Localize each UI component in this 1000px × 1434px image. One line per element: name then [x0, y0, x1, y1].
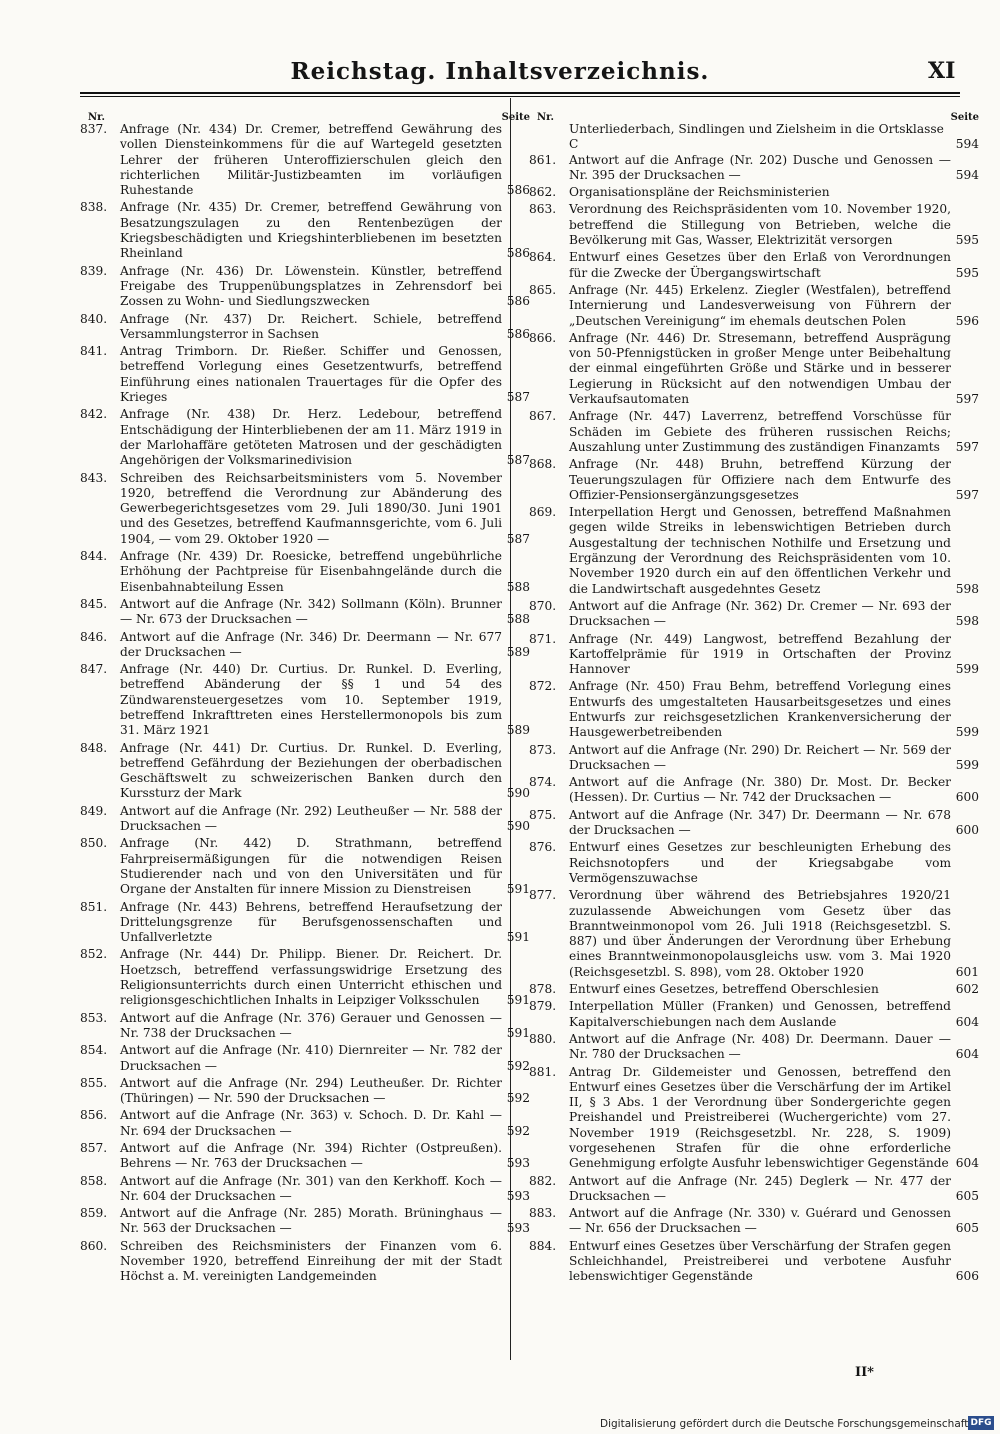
entry-page: 597 [955, 439, 979, 454]
entry-number: 851. [80, 899, 108, 914]
toc-entry [80, 344, 530, 405]
entry-number: 857. [80, 1141, 108, 1155]
continuation-page: 594 [955, 137, 979, 152]
toc-entry [80, 803, 530, 835]
right-column-header [535, 100, 979, 123]
entry-page: 592 [506, 1091, 530, 1106]
entry-number: 875. [529, 807, 557, 822]
entry-page: 591 [506, 993, 530, 1008]
entry-page: 593 [506, 1156, 530, 1171]
entry-text: Interpellation Hergt und Genossen, betreffend Maßnahmen gegen wilde Streiks in lebenswichtigen Betrieben durch Ausgestaltung der technischen Nothilfe und Ersetzung und Ergänzung der Verordnung des Reichspräsidenten vom 10. November 1920 durch ein auf den öffentlichen Verkehr und die Landwirtschaft ausgedehntes Gesetz [569, 505, 951, 596]
entry-text: Anfrage (Nr. 434) Dr. Cremer, betreffend Gewährung des vollen Diensteinkommens für die auf Wartegeld gesetzten Lehrer der früheren Unteroffizierschulen gleich den richterlichen Militär-Justizbeamten im vorläufigen Ruhestande [120, 122, 502, 198]
entry-text: Antwort auf die Anfrage (Nr. 363) v. Schoch. D. Dr. Kahl — Nr. 694 der Drucksachen — [120, 1108, 502, 1138]
entry-number: 847. [80, 662, 108, 677]
entry-text: Anfrage (Nr. 435) Dr. Cremer, betreffend Gewährung von Besatzungszulagen zu den Rentenbezügen der Kriegsbeschädigten und Kriegshinterbliebenen im besetzten Rheinland [120, 200, 502, 261]
entry-number: 858. [80, 1173, 108, 1188]
toc-entry [529, 185, 951, 200]
entry-page: 601 [955, 964, 979, 979]
toc-entry [529, 1064, 979, 1172]
entry-text: Schreiben des Reichsarbeitsministers vom 5. November 1920, betreffend die Verordnung zur Abänderung des Gewerbegerichtsgesetzes vom 29. Juli 1890/30. Juni 1901 und des Gesetzes, betreffend Kaufmannsgerichte, vom 6. Juli 1904, — vom 29. Oktober 1920 — [120, 470, 502, 546]
toc-entry [529, 330, 979, 407]
toc-entry [80, 1010, 530, 1042]
toc-entry [529, 505, 979, 597]
header-rule [80, 92, 960, 97]
toc-entry [80, 947, 530, 1008]
entry-text: Antwort auf die Anfrage (Nr. 408) Dr. Deermann. Dauer — Nr. 780 der Drucksachen — [569, 1031, 951, 1062]
footer-credit: Digitalisierung gefördert durch die Deutsche Forschungsgemeinschaft [600, 1418, 969, 1430]
toc-entry [80, 1141, 530, 1172]
entry-page: 604 [955, 1047, 979, 1062]
entry-text: Antrag Trimborn. Dr. Rießer. Schiffer und Genossen, betreffend Vorlegung eines Gesetzentwurfs, betreffend Einführung eines nationalen Trauertages für die Opfer des Krieges [120, 344, 502, 405]
toc-entry [529, 1031, 979, 1063]
toc-entry [529, 152, 979, 184]
toc-entry [80, 836, 530, 897]
entry-text: Anfrage (Nr. 438) Dr. Herz. Ledebour, betreffend Entschädigung der Hinterbliebenen der am 11. März 1919 in der Marlohaffäre getöteten Matrosen und der geschädigten Angehörigen der Volksmarinedivision [120, 407, 502, 468]
toc-entry [529, 598, 979, 630]
entry-text: Anfrage (Nr. 447) Laverrenz, betreffend Vorschüsse für Schäden im Gebiete des früheren russischen Reichs; Auszahlung unter Zustimmung des zuständigen Finanzamts [569, 409, 951, 454]
entry-page: 597 [955, 392, 979, 407]
toc-entry [80, 200, 530, 261]
entry-page: 604 [955, 1014, 979, 1029]
entry-number: 840. [80, 311, 108, 326]
entry-text: Entwurf eines Gesetzes, betreffend Oberschlesien [569, 982, 879, 997]
toc-entry [80, 122, 530, 198]
entry-text: Anfrage (Nr. 449) Langwost, betreffend Bezahlung der Kartoffelprämie für 1919 in Ortschaften der Provinz Hannover [569, 631, 951, 677]
toc-entry [529, 202, 979, 248]
entry-text: Anfrage (Nr. 440) Dr. Curtius. Dr. Runkel. D. Everling, betreffend Abänderung der §§ 1 und 54 des Zündwarensteuergesetzes vom 10. September 1919, betreffend Inkrafttreten eines Herstellermonopols bis zum 31. März 1921 [120, 662, 502, 738]
toc-entry [529, 775, 979, 806]
entry-number: 862. [529, 185, 557, 200]
entry-text: Antwort auf die Anfrage (Nr. 394) Richter (Ostpreußen). Behrens — Nr. 763 der Drucksachen — [120, 1141, 502, 1171]
entry-page: 599 [955, 662, 979, 677]
entry-text: Antwort auf die Anfrage (Nr. 290) Dr. Reichert — Nr. 569 der Drucksachen — [569, 742, 951, 772]
entry-text: Antrag Dr. Gildemeister und Genossen, betreffend den Entwurf eines Gesetzes über die Verschärfung der im Artikel II, § 3 Abs. 1 der Verordnung über Sondergerichte gegen Preishandel und Preistreiberei (Wuchergerichte) vom 27. November 1919 (Reichsgesetzbl. Nr. 228, S. 1909) vorgesehenen Strafen für die ohne erforderliche Genehmigung erfolgte Ausfuhr lebenswichtiger Gegenstände [569, 1064, 951, 1171]
page-number: XI [928, 58, 956, 84]
entry-text: Antwort auf die Anfrage (Nr. 245) Deglerk — Nr. 477 der Drucksachen — [569, 1173, 951, 1203]
entry-page: 586 [506, 326, 530, 341]
toc-entry [529, 982, 979, 997]
toc-entry [80, 263, 530, 310]
entry-number: 863. [529, 202, 557, 217]
entry-text: Entwurf eines Gesetzes über den Erlaß von Verordnungen für die Zwecke der Übergangswirtschaft [569, 250, 951, 280]
dfg-logo: DFG [968, 1416, 994, 1430]
toc-entry [529, 282, 979, 329]
entry-page: 593 [506, 1221, 530, 1236]
entry-number: 867. [529, 409, 557, 424]
entry-text: Antwort auf die Anfrage (Nr. 362) Dr. Cremer — Nr. 693 der Drucksachen — [569, 598, 951, 629]
left-column-header [86, 100, 530, 123]
entry-page: 588 [506, 579, 530, 594]
entry-text: Antwort auf die Anfrage (Nr. 410) Diernreiter — Nr. 782 der Drucksachen — [120, 1043, 502, 1073]
toc-entry [529, 679, 979, 740]
entry-number: 844. [80, 549, 108, 564]
entry-page: 589 [506, 723, 530, 738]
entry-text: Antwort auf die Anfrage (Nr. 292) Leutheußer — Nr. 588 der Drucksachen — [120, 803, 502, 834]
right-entry-list [529, 152, 979, 1285]
entry-number: 856. [80, 1108, 108, 1123]
toc-entry [80, 407, 530, 468]
entry-page: 598 [955, 614, 979, 629]
entry-text: Antwort auf die Anfrage (Nr. 202) Dusche und Genossen — Nr. 395 der Drucksachen — [569, 152, 951, 182]
entry-text: Antwort auf die Anfrage (Nr. 330) v. Guérard und Genossen — Nr. 656 der Drucksachen — [569, 1206, 951, 1236]
entry-page: 590 [506, 819, 530, 834]
entry-number: 842. [80, 407, 108, 422]
toc-entry [80, 549, 530, 595]
entry-page: 595 [955, 265, 979, 280]
entry-text: Antwort auf die Anfrage (Nr. 380) Dr. Most. Dr. Becker (Hessen). Dr. Curtius — Nr. 742 der Drucksachen — [569, 775, 951, 805]
entry-page: 604 [955, 1156, 979, 1171]
toc-entry [80, 629, 530, 661]
entry-text: Entwurf eines Gesetzes über Verschärfung der Strafen gegen Schleichhandel, Preistreiberei und verbotene Ausfuhr lebenswichtiger Gegenstände [569, 1238, 951, 1284]
toc-entry [529, 1206, 979, 1237]
entry-number: 881. [529, 1064, 557, 1079]
nr-label: Nr. [537, 112, 554, 123]
entry-page: 592 [506, 1058, 530, 1073]
entry-number: 845. [80, 596, 108, 611]
entry-page: 591 [506, 930, 530, 945]
entry-text: Schreiben des Reichsministers der Finanzen vom 6. November 1920, betreffend Einreihung der mit der Stadt Höchst a. M. vereinigten Landgemeinden [120, 1238, 502, 1284]
entry-text: Anfrage (Nr. 446) Dr. Stresemann, betreffend Ausprägung von 50-Pfennigstücken in großer Menge unter Beibehaltung der einmal eingeführten Größe und Stärke und in besserer Legierung in Rücksicht auf den notwendigen Umbau der Verkaufsautomaten [569, 330, 951, 407]
seite-label: Seite [950, 112, 979, 123]
signature-mark: II* [855, 1365, 874, 1380]
entry-text: Organisationspläne der Reichsministerien [569, 185, 830, 200]
entry-number: 855. [80, 1075, 108, 1090]
entry-number: 883. [529, 1206, 557, 1221]
entry-text: Anfrage (Nr. 445) Erkelenz. Ziegler (Westfalen), betreffend Internierung und Landesverweisung von Führern der „Deutschen Vereinigung“ im ehemals deutschen Polen [569, 282, 951, 328]
toc-entry [529, 888, 979, 980]
toc-entry [529, 840, 951, 886]
toc-entry [80, 1108, 530, 1139]
toc-entry [80, 1238, 502, 1285]
entry-page: 597 [955, 487, 979, 502]
toc-entry [80, 740, 530, 802]
entry-number: 866. [529, 330, 557, 345]
continuation-entry [569, 122, 979, 153]
entry-number: 838. [80, 200, 108, 215]
entry-number: 843. [80, 470, 108, 485]
entry-text: Interpellation Müller (Franken) und Genossen, betreffend Kapitalverschiebungen nach dem Auslande [569, 999, 951, 1029]
entry-page: 606 [955, 1269, 979, 1284]
seite-label: Seite [501, 112, 530, 123]
entry-number: 852. [80, 947, 108, 962]
entry-text: Verordnung des Reichspräsidenten vom 10. November 1920, betreffend die Stillegung von Betrieben, welche die Bevölkerung mit Gas, Wasser, Elektrizität versorgen [569, 202, 951, 248]
entry-page: 596 [955, 313, 979, 328]
entry-number: 868. [529, 457, 557, 472]
nr-label: Nr. [88, 112, 105, 123]
entry-number: 849. [80, 803, 108, 818]
toc-entry [80, 1206, 530, 1237]
entry-number: 878. [529, 982, 557, 997]
entry-text: Antwort auf die Anfrage (Nr. 301) van den Kerkhoff. Koch — Nr. 604 der Drucksachen — [120, 1173, 502, 1203]
entry-number: 876. [529, 840, 557, 855]
toc-entry [80, 899, 530, 946]
toc-entry [529, 742, 979, 774]
entry-number: 853. [80, 1010, 108, 1025]
toc-entry [529, 1173, 979, 1205]
entry-text: Antwort auf die Anfrage (Nr. 347) Dr. Deermann — Nr. 678 der Drucksachen — [569, 807, 951, 838]
entry-text: Anfrage (Nr. 436) Dr. Löwenstein. Künstler, betreffend Freigabe des Truppenübungsplatzes in Zehrensdorf bei Zossen zu Wohn- und Siedlungszwecken [120, 263, 502, 309]
entry-number: 864. [529, 250, 557, 265]
entry-page: 605 [955, 1221, 979, 1236]
toc-entry [80, 596, 530, 628]
entry-page: 598 [955, 581, 979, 596]
entry-page: 599 [955, 725, 979, 740]
entry-text: Antwort auf die Anfrage (Nr. 376) Gerauer und Genossen — Nr. 738 der Drucksachen — [120, 1010, 502, 1040]
entry-number: 882. [529, 1173, 557, 1188]
entry-text: Anfrage (Nr. 439) Dr. Roesicke, betreffend ungebührliche Erhöhung der Pachtpreise für Eisenbahngelände durch die Eisenbahnabteilung Essen [120, 549, 502, 594]
entry-page: 586 [506, 246, 530, 261]
entry-page: 594 [955, 167, 979, 182]
toc-entry [80, 470, 530, 547]
entry-text: Anfrage (Nr. 441) Dr. Curtius. Dr. Runkel. D. Everling, betreffend Gefährdung der Beziehungen der oberbadischen Geschäftswelt zu schweizerischen Banken durch den Kurssturz der Mark [120, 740, 502, 801]
toc-entry [529, 457, 979, 503]
entry-text: Entwurf eines Gesetzes zur beschleunigten Erhebung des Reichsnotopfers und der Kriegsabgabe vom Vermögenszuwachse [569, 840, 951, 885]
entry-text: Antwort auf die Anfrage (Nr. 342) Sollmann (Köln). Brunner — Nr. 673 der Drucksachen — [120, 596, 502, 627]
toc-entry [80, 662, 530, 738]
toc-entry [529, 631, 979, 678]
toc-entry [80, 1075, 530, 1107]
entry-number: 879. [529, 999, 557, 1014]
left-entry-list [80, 122, 530, 1285]
toc-entry [80, 1173, 530, 1205]
entry-number: 871. [529, 631, 557, 646]
entry-page: 587 [506, 390, 530, 405]
entry-page: 600 [955, 790, 979, 805]
entry-number: 870. [529, 598, 557, 613]
page-header-title: Reichstag. Inhaltsverzeichnis. [290, 58, 710, 85]
toc-entry [80, 311, 530, 343]
entry-text: Anfrage (Nr. 444) Dr. Philipp. Biener. Dr. Reichert. Dr. Hoetzsch, betreffend verfassungswidrige Ersetzung des Religionsunterrichts durch einen Unterricht ethischen und religionsgeschichtlichen Inhalts in Leipziger Volksschulen [120, 947, 502, 1008]
entry-number: 846. [80, 629, 108, 644]
toc-entry [529, 409, 979, 455]
entry-page: 590 [506, 786, 530, 801]
entry-number: 837. [80, 122, 108, 136]
entry-page: 599 [955, 757, 979, 772]
entry-page: 588 [506, 612, 530, 627]
entry-text: Antwort auf die Anfrage (Nr. 285) Morath. Brüninghaus — Nr. 563 der Drucksachen — [120, 1206, 502, 1236]
entry-number: 848. [80, 740, 108, 755]
left-column [80, 100, 530, 1287]
entry-page: 595 [955, 233, 979, 248]
entry-page: 591 [506, 882, 530, 897]
entry-text: Anfrage (Nr. 437) Dr. Reichert. Schiele, betreffend Versammlungsterror in Sachsen [120, 311, 502, 341]
entry-number: 859. [80, 1206, 108, 1221]
toc-entry [529, 807, 979, 839]
entry-number: 869. [529, 505, 557, 520]
entry-page: 586 [506, 294, 530, 309]
entry-page: 586 [506, 183, 530, 198]
entry-number: 861. [529, 152, 557, 167]
entry-text: Antwort auf die Anfrage (Nr. 294) Leutheußer. Dr. Richter (Thüringen) — Nr. 590 der Drucksachen — [120, 1075, 502, 1106]
entry-page: 592 [506, 1123, 530, 1138]
toc-entry [529, 250, 979, 281]
right-column [529, 100, 979, 1287]
toc-entry [80, 1043, 530, 1074]
entry-number: 839. [80, 263, 108, 278]
entry-page: 605 [955, 1188, 979, 1203]
entry-number: 854. [80, 1043, 108, 1058]
entry-text: Antwort auf die Anfrage (Nr. 346) Dr. Deermann — Nr. 677 der Drucksachen — [120, 629, 502, 659]
entry-page: 589 [506, 644, 530, 659]
toc-entry [529, 1238, 979, 1285]
entry-page: 587 [506, 453, 530, 468]
entry-text: Anfrage (Nr. 450) Frau Behm, betreffend Vorlegung eines Entwurfs des umgestalteten Hausarbeitsgesetzes und eines Entwurfs zur reichsgesetzlichen Krankenversicherung der Hausgewerbetreibenden [569, 679, 951, 740]
entry-page: 591 [506, 1025, 530, 1040]
entry-number: 877. [529, 888, 557, 903]
continuation-text: Unterliederbach, Sindlingen und Zielsheim in die Ortsklasse C [569, 122, 944, 152]
entry-number: 874. [529, 775, 557, 790]
entry-text: Anfrage (Nr. 448) Bruhn, betreffend Kürzung der Teuerungszulagen für Offiziere nach dem Entwurfe des Offizier-Pensionsergänzungsgesetzes [569, 457, 951, 502]
entry-number: 865. [529, 282, 557, 297]
entry-page: 600 [955, 823, 979, 838]
entry-text: Anfrage (Nr. 443) Behrens, betreffend Heraufsetzung der Drittelungsgrenze für Berufsgenossenschaften und Unfallverletzte [120, 899, 502, 945]
entry-page: 587 [506, 531, 530, 546]
entry-text: Anfrage (Nr. 442) D. Strathmann, betreffend Fahrpreisermäßigungen für die notwendigen Reisen Studierender nach und von den Universitäten und für Organe der Anstalten für innere Mission zu Dienstreisen [120, 836, 502, 897]
toc-entry [529, 999, 979, 1030]
entry-number: 850. [80, 836, 108, 851]
entry-number: 880. [529, 1031, 557, 1046]
entry-number: 860. [80, 1238, 108, 1253]
entry-page: 593 [506, 1188, 530, 1203]
entry-text: Verordnung über während des Betriebsjahres 1920/21 zuzulassende Abweichungen vom Gesetz über das Branntweinmonopol vom 26. Juli 1918 (Reichsgesetzbl. S. 887) und über Änderungen der Verordnung über Erhebung eines Branntweinmonopolausgleichs usw. vom 3. Mai 1920 (Reichsgesetzbl. S. 898), vom 28. Oktober 1920 [569, 888, 951, 979]
entry-number: 872. [529, 679, 557, 694]
entry-page: 602 [955, 982, 979, 997]
entry-number: 884. [529, 1238, 557, 1253]
entry-number: 873. [529, 742, 557, 757]
entry-number: 841. [80, 344, 108, 359]
